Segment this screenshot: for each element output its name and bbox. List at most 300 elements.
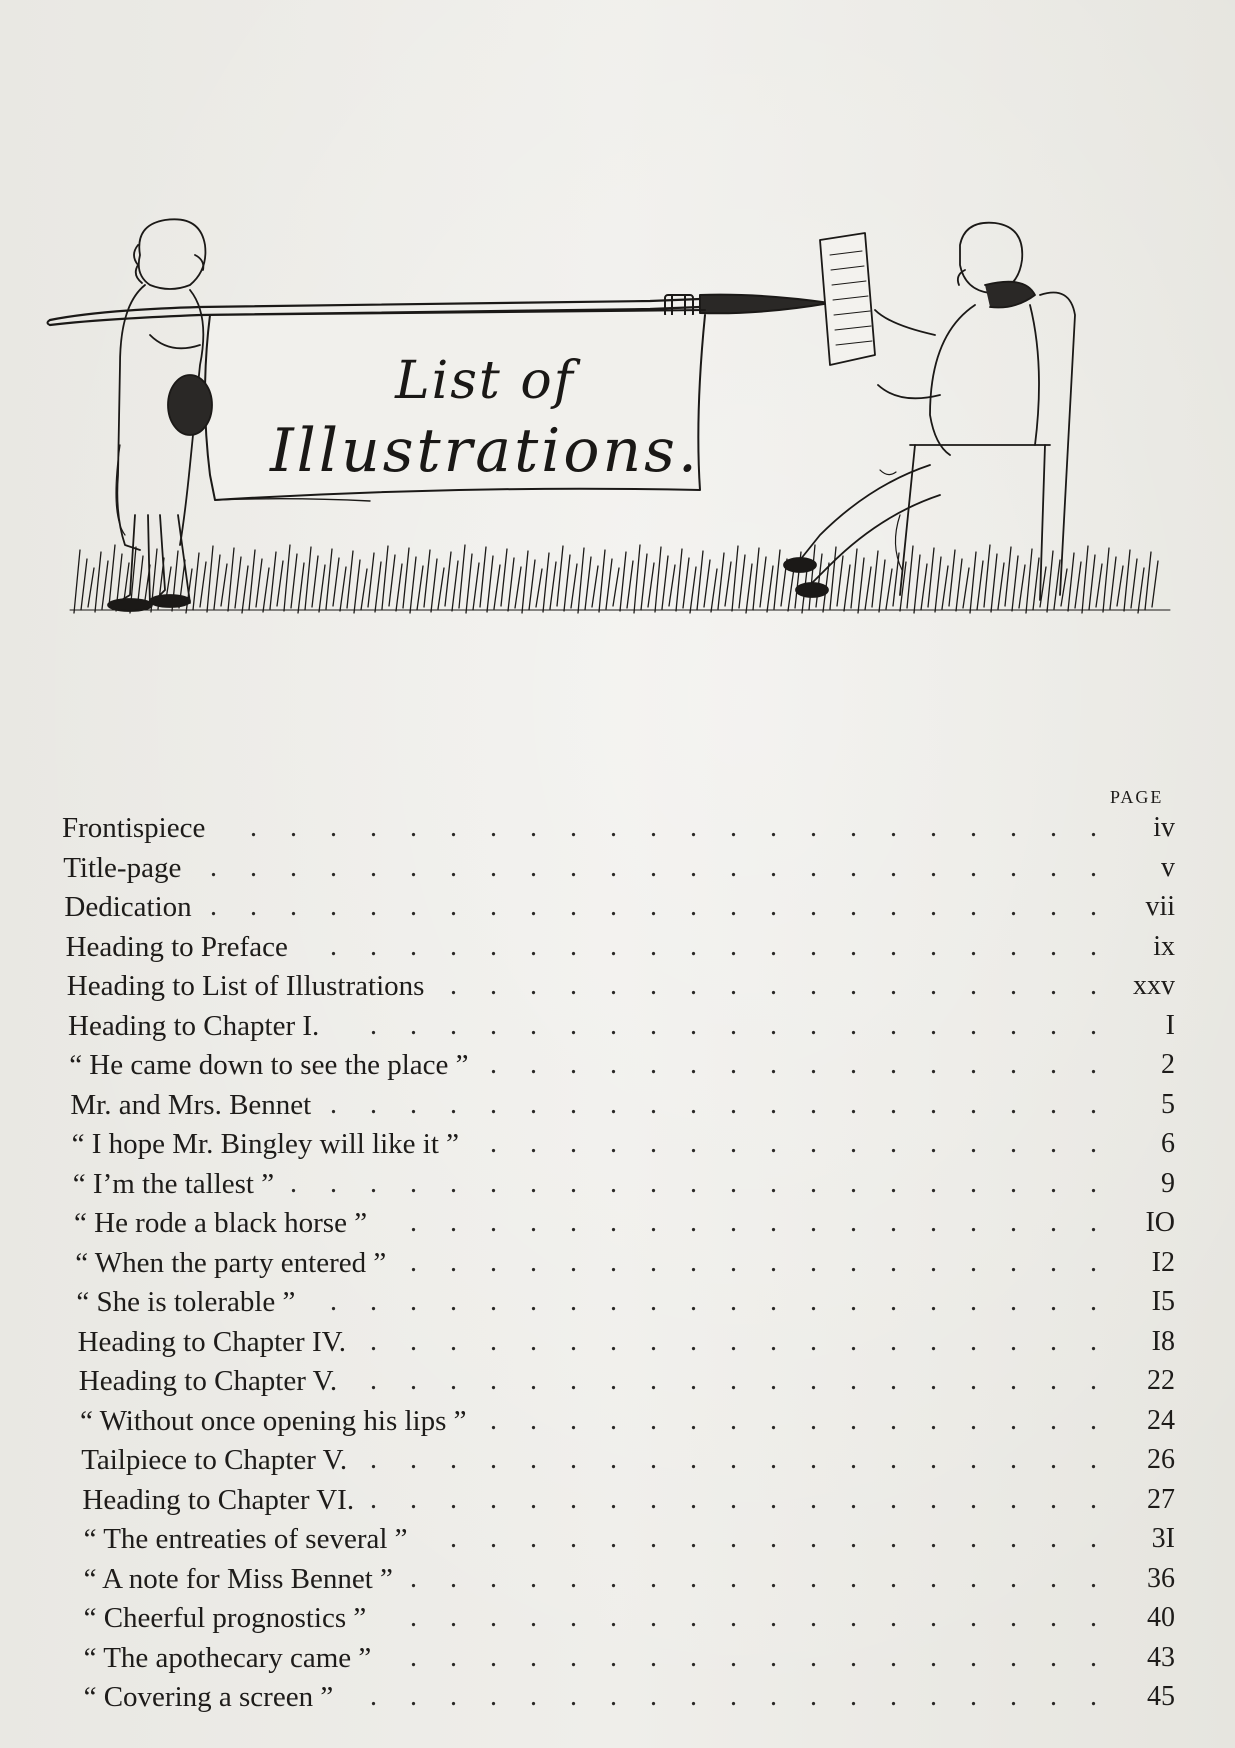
leader-dot: . [969,1483,977,1515]
leader-dot: . [849,1128,857,1159]
leader-dots [351,1361,1095,1401]
leader-dot: . [529,1641,537,1673]
leader-dot: . [770,812,777,843]
leader-dot: . [449,1444,457,1475]
leader-dot: . [290,812,297,843]
leader-dot: . [609,1681,617,1712]
leader-dot: . [569,1167,577,1199]
leader-dot: . [809,1088,817,1120]
leader-dot: . [1049,1681,1057,1712]
leader-dot: . [969,1167,977,1199]
leader-dot: . [1049,1088,1057,1120]
leader-dot: . [769,1483,777,1515]
leader-dot: . [1009,1562,1017,1594]
leader-dot: . [569,891,577,922]
leader-dot: . [689,1128,697,1159]
list-item [75,1243,1235,1283]
leader-dots [481,1401,1095,1441]
leader-dot: . [610,1404,617,1436]
leader-dots [309,1282,1095,1322]
leader-dot: . [929,891,937,922]
leader-dot: . [849,1049,857,1080]
leader-dot: . [609,1365,617,1396]
leader-dot: . [930,1207,937,1238]
leader-dots [381,1203,1095,1243]
leader-dot: . [929,1286,937,1317]
leader-dot: . [1050,1009,1057,1041]
leader-dot: . [769,1365,777,1396]
leader-dot: . [850,812,857,843]
leader-dot: . [969,930,977,962]
leader-dot: . [1050,1404,1057,1436]
leader-dot: . [649,851,657,883]
leader-dot: . [609,1483,617,1515]
leader-dot: . [370,812,377,843]
leader-dot: . [769,1444,777,1475]
leader-dot: . [409,1562,417,1594]
leader-dot: . [810,1207,817,1238]
leader-dot: . [1009,851,1017,883]
leader-dot: . [449,1167,457,1199]
leader-dot: . [890,1207,897,1238]
leader-dot: . [889,1523,897,1554]
list-item-title: “ When the party entered ” [75,1246,387,1279]
leader-dot: . [489,1088,497,1120]
leader-dots [302,927,1095,967]
leader-dot: . [689,1365,697,1396]
leader-dot: . [1009,1523,1017,1554]
leader-dot: . [1089,1049,1097,1080]
leader-dot: . [410,1207,417,1238]
leader-dot: . [769,891,777,922]
leader-dot: . [769,1681,777,1712]
leader-dot: . [449,1246,457,1278]
leader-dot: . [409,1286,417,1317]
list-item [81,1440,1235,1480]
leader-dot: . [1049,1365,1057,1396]
leader-dot: . [809,1483,817,1515]
list-item-title: “ Covering a screen ” [83,1681,334,1713]
leader-dot: . [1049,1562,1057,1594]
list-item-page-number: 5 [1161,1088,1175,1120]
leader-dot: . [689,1523,697,1554]
leader-dot: . [409,891,417,922]
leader-dot: . [450,812,457,843]
list-item-title: “ A note for Miss Bennet ” [83,1562,393,1595]
leader-dot: . [929,1483,937,1515]
leader-dot: . [489,1523,497,1554]
leader-dots [333,1006,1095,1046]
leader-dot: . [769,1167,777,1199]
banner-title-line2: Illustrations. [269,416,700,486]
leader-dot: . [289,1167,297,1199]
leader-dot: . [1009,1365,1017,1396]
leader-dots [438,966,1095,1006]
list-item-page-number: 24 [1147,1404,1175,1436]
leader-dot: . [609,1167,617,1199]
list-item [82,1480,1235,1520]
leader-dot: . [650,1404,657,1436]
leader-dot: . [769,1128,777,1159]
leader-dot: . [609,1088,617,1120]
leader-dot: . [729,891,737,922]
leader-dot: . [649,1246,657,1278]
leader-dot: . [1089,1483,1097,1515]
leader-dot: . [489,1167,497,1199]
list-item-page-number: I8 [1151,1325,1175,1357]
leader-dot: . [490,1404,497,1436]
leader-dot: . [969,1562,977,1594]
leader-dot: . [329,851,337,883]
leader-dot: . [409,1641,417,1673]
leader-dots [473,1124,1095,1164]
leader-dot: . [209,891,217,922]
leader-dot: . [249,891,257,922]
leader-dot: . [729,1049,737,1080]
leader-dot: . [889,1365,897,1396]
list-item-title: “ The apothecary came ” [83,1641,372,1674]
leader-dot: . [289,851,297,883]
leader-dot: . [730,812,737,843]
leader-dot: . [729,851,737,883]
list-item-page-number: IO [1145,1207,1175,1238]
leader-dot: . [969,1444,977,1475]
leader-dots [195,848,1095,888]
leader-dot: . [489,1641,497,1673]
leader-dot: . [969,1246,977,1278]
leader-dot: . [929,1602,937,1633]
leader-dot: . [809,930,817,962]
leader-dot: . [1009,1246,1017,1278]
leader-dot: . [849,1444,857,1475]
list-item-page-number: iv [1153,812,1175,843]
leader-dot: . [369,1167,377,1199]
leader-dot: . [849,1602,857,1633]
list-item [68,1006,1228,1046]
leader-dot: . [449,891,457,922]
leader-dot: . [569,1325,577,1357]
leader-dot: . [409,1681,417,1712]
leader-dots [483,1045,1095,1085]
list-item [84,1519,1235,1559]
list-item-title: Frontispiece [62,812,206,844]
leader-dot: . [609,1286,617,1317]
list-item-page-number: 3I [1151,1523,1175,1554]
leader-dot: . [809,1562,817,1594]
leader-dot: . [849,891,857,922]
leader-dot: . [890,812,897,843]
leader-dot: . [1049,1523,1057,1554]
leader-dot: . [1089,1562,1097,1594]
list-item-title: Heading to Chapter I. [68,1009,320,1042]
leader-dot: . [889,1167,897,1199]
leader-dot: . [1049,1444,1057,1475]
leader-dot: . [1049,1128,1057,1159]
leader-dot: . [650,1207,657,1238]
leader-dot: . [689,970,697,1001]
leader-dot: . [330,812,337,843]
leader-dots [422,1519,1095,1559]
leader-dot: . [650,812,657,843]
leader-dot: . [729,1483,737,1515]
leader-dot: . [449,1562,457,1594]
leader-dot: . [729,1246,737,1278]
leader-dot: . [969,1523,977,1554]
leader-dot: . [969,1049,977,1080]
list-item-page-number: I2 [1151,1246,1175,1278]
leader-dot: . [689,1444,697,1475]
leader-dot: . [849,1325,857,1357]
leader-dot: . [1089,1602,1097,1633]
list-item-page-number: xxv [1133,970,1175,1001]
leader-dot: . [809,1444,817,1475]
list-item [64,887,1224,927]
leader-dot: . [969,1325,977,1357]
leader-dot: . [849,930,857,962]
leader-dot: . [1049,851,1057,883]
leader-dot: . [449,851,457,883]
leader-dot: . [1050,812,1057,843]
leader-dot: . [1090,1404,1097,1436]
leader-dot: . [329,891,337,922]
leader-dot: . [449,1523,457,1554]
list-item-page-number: ix [1153,930,1175,962]
leader-dot: . [1089,970,1097,1001]
list-item-title: Heading to Preface [65,930,288,963]
leader-dot: . [1009,1088,1017,1120]
leader-dot: . [889,970,897,1001]
leader-dot: . [689,1602,697,1633]
leader-dot: . [689,930,697,962]
leader-dot: . [450,1009,457,1041]
leader-dot: . [410,812,417,843]
leader-dot: . [329,1286,337,1317]
leader-dot: . [1089,1246,1097,1278]
leader-dot: . [729,1325,737,1357]
leader-dot: . [369,1088,377,1120]
leader-dot: . [1049,1483,1057,1515]
leader-dot: . [1009,1128,1017,1159]
leader-dot: . [1049,970,1057,1001]
leader-dot: . [689,1325,697,1357]
leader-dot: . [929,1444,937,1475]
leader-dot: . [489,1128,497,1159]
leader-dot: . [889,1128,897,1159]
leader-dot: . [489,1365,497,1396]
leader-dot: . [970,1404,977,1436]
leader-dot: . [769,1049,777,1080]
leader-dot: . [849,1246,857,1278]
leader-dot: . [969,1641,977,1673]
leader-dot: . [970,1207,977,1238]
leader-dot: . [489,1562,497,1594]
leader-dot: . [449,1088,457,1120]
list-item-title: Tailpiece to Chapter V. [81,1444,348,1476]
leader-dot: . [889,1444,897,1475]
leader-dot: . [489,1483,497,1515]
leader-dot: . [529,1246,537,1278]
leader-dot: . [529,1523,537,1554]
leader-dot: . [489,1049,497,1080]
leader-dot: . [769,1562,777,1594]
leader-dot: . [729,1088,737,1120]
list-item [62,808,1222,848]
leader-dots [206,887,1095,927]
leader-dot: . [929,970,937,1001]
leader-dot: . [449,1483,457,1515]
leader-dots [347,1677,1095,1717]
leader-dot: . [1090,812,1097,843]
leader-dot: . [1049,1167,1057,1199]
leader-dot: . [929,1365,937,1396]
leader-dot: . [329,1167,337,1199]
leader-dot: . [1009,1483,1017,1515]
leader-dot: . [1009,1325,1017,1357]
leader-dot: . [1089,891,1097,922]
leader-dot: . [570,1207,577,1238]
leader-dots [407,1559,1095,1599]
list-item-page-number: I [1165,1009,1175,1041]
leader-dot: . [450,1207,457,1238]
leader-dot: . [609,1246,617,1278]
leader-dots [219,808,1095,848]
leader-dot: . [449,1681,457,1712]
list-item-page-number: 40 [1147,1602,1175,1633]
leader-dot: . [729,1641,737,1673]
leader-dot: . [1009,1286,1017,1317]
leader-dot: . [529,1483,537,1515]
leader-dot: . [1010,1009,1017,1041]
leader-dot: . [649,1641,657,1673]
leader-dot: . [530,1404,537,1436]
list-item [79,1361,1235,1401]
leader-dot: . [569,1049,577,1080]
leader-dot: . [1089,851,1097,883]
leader-dot: . [489,1602,497,1633]
leader-dot: . [889,1681,897,1712]
leader-dot: . [729,1167,737,1199]
leader-dot: . [489,930,497,962]
list-item [84,1638,1235,1678]
leader-dot: . [369,1681,377,1712]
leader-dot: . [729,1128,737,1159]
leader-dot: . [569,1088,577,1120]
leader-dot: . [1009,1681,1017,1712]
list-item-page-number: vii [1145,891,1175,922]
leader-dot: . [890,1009,897,1041]
list-item-title: Heading to Chapter V. [78,1365,338,1397]
leader-dot: . [529,1286,537,1317]
leader-dot: . [809,1641,817,1673]
leader-dot: . [689,1167,697,1199]
leader-dot: . [570,1009,577,1041]
leader-dot: . [649,1365,657,1396]
page-column-heading: PAGE [1110,787,1164,807]
leader-dot: . [970,1009,977,1041]
leader-dot: . [929,1167,937,1199]
leader-dot: . [569,970,577,1001]
leader-dot: . [1009,1049,1017,1080]
leader-dot: . [889,1325,897,1357]
leader-dot: . [929,1562,937,1594]
leader-dot: . [609,1562,617,1594]
leader-dot: . [969,851,977,883]
leader-dot: . [1089,1444,1097,1475]
leader-dot: . [1049,1049,1057,1080]
leader-dot: . [369,1444,377,1475]
leader-dot: . [529,970,537,1001]
list-item-title: Mr. and Mrs. Bennet [70,1088,312,1121]
leader-dot: . [529,1444,537,1475]
list-item [78,1322,1235,1362]
leader-dot: . [489,891,497,922]
leader-dot: . [609,1049,617,1080]
leader-dot: . [370,1009,377,1041]
leader-dot: . [489,1681,497,1712]
list-item [73,1164,1233,1204]
list-item [84,1598,1235,1638]
leader-dot: . [490,1207,497,1238]
leader-dot: . [690,1207,697,1238]
leader-dot: . [769,1088,777,1120]
leader-dot: . [810,812,817,843]
leader-dot: . [890,1404,897,1436]
leader-dot: . [1049,1246,1057,1278]
leader-dot: . [369,930,377,962]
leader-dot: . [889,930,897,962]
list-item-title: Heading to Chapter VI. [82,1483,355,1516]
list-item-title: Dedication [64,891,192,923]
leader-dot: . [850,1207,857,1238]
leader-dot: . [1090,1009,1097,1041]
leader-dot: . [1089,930,1097,962]
leader-dot: . [1089,1641,1097,1673]
list-item-page-number: 36 [1147,1562,1175,1594]
leader-dot: . [649,1325,657,1357]
list-item-title: “ Without once opening his lips ” [80,1404,467,1437]
leader-dot: . [569,1523,577,1554]
leader-dot: . [689,851,697,883]
leader-dot: . [1009,1602,1017,1633]
leader-dot: . [609,851,617,883]
list-item-page-number: 26 [1147,1444,1175,1475]
leader-dot: . [969,970,977,1001]
leader-dot: . [1009,930,1017,962]
leader-dot: . [449,970,457,1001]
list-item-title: “ Cheerful prognostics ” [83,1602,367,1634]
leader-dot: . [1089,1523,1097,1554]
leader-dot: . [529,1325,537,1357]
leader-dot: . [969,1088,977,1120]
list-item-page-number: 9 [1161,1167,1175,1199]
leader-dot: . [529,891,537,922]
leader-dot: . [1089,1128,1097,1159]
leader-dot: . [889,891,897,922]
leader-dot: . [849,1483,857,1515]
leader-dot: . [569,1483,577,1515]
leader-dot: . [289,891,297,922]
leader-dot: . [1089,1088,1097,1120]
leader-dot: . [649,1049,657,1080]
leader-dot: . [849,1562,857,1594]
list-item [72,1124,1232,1164]
leader-dot: . [1049,1286,1057,1317]
leader-dot: . [689,1286,697,1317]
list-item-page-number: v [1161,851,1175,883]
leader-dot: . [569,1602,577,1633]
leader-dot: . [529,1681,537,1712]
leader-dot: . [249,851,257,883]
